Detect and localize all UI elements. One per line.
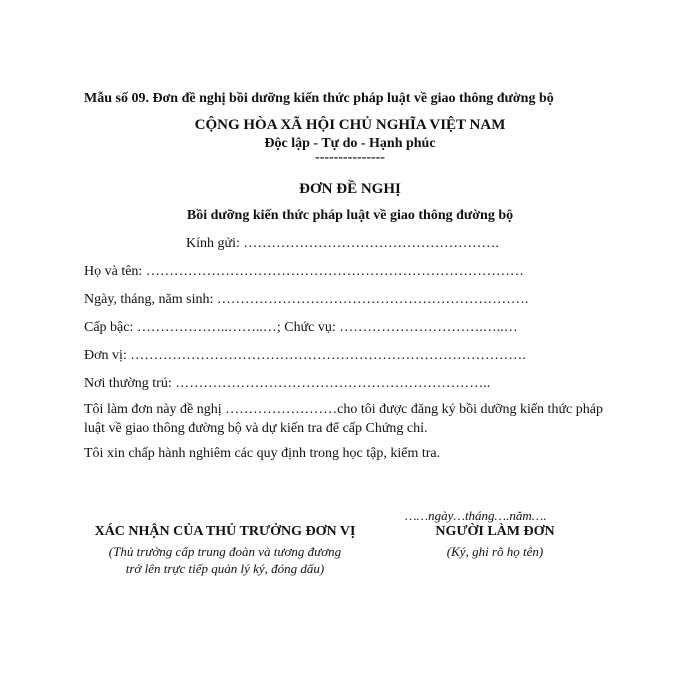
national-motto: Độc lập - Tự do - Hạnh phúc (264, 136, 436, 151)
full-name-field: Họ và tên: ……………………………………………………………………… (84, 264, 524, 279)
unit-head-note-line-2: trở lên trực tiếp quản lý ký, đóng dấu) (125, 561, 325, 576)
header-rule: --------------- (315, 150, 385, 165)
request-paragraph: Tôi làm đơn này đề nghị ……………………cho tôi được đăng ký bồi dưỡng kiến thức pháp luật về giao thông đường bộ và dự kiến tra để cấp Chứng chỉ. (84, 402, 603, 436)
commitment-paragraph: Tôi xin chấp hành nghiêm các quy định trong học tập, kiểm tra. (84, 446, 441, 461)
document-title: ĐƠN ĐỀ NGHỊ (299, 181, 401, 197)
national-title: CỘNG HÒA XÃ HỘI CHỦ NGHĨA VIỆT NAM (194, 117, 506, 133)
unit-head-signature-block (70, 524, 380, 577)
recipient-line: Kính gửi: ………………………………………………. (186, 236, 499, 251)
applicant-note: (Ký, ghi rõ họ tên) (446, 544, 544, 559)
rank-position-field: Cấp bậc: ………………..……..…; Chức vụ: ………………………….…..… (84, 320, 518, 335)
unit-field: Đơn vị: …………………………………………………………………………. (84, 348, 526, 363)
document-subtitle: Bồi dưỡng kiến thức pháp luật về giao thông đường bộ (186, 208, 514, 223)
date-line: ……ngày…tháng….năm…. (405, 508, 547, 523)
date-of-birth-field: Ngày, tháng, năm sinh: …………………………………………………………. (84, 292, 529, 307)
residence-field: Nơi thường trú: ………………………………………………………….. (84, 376, 491, 391)
applicant-title: NGƯỜI LÀM ĐƠN (435, 524, 555, 539)
unit-head-note-line-1: (Thủ trưởng cấp trung đoàn và tương đương (108, 544, 342, 559)
form-number: Mẫu số 09. Đơn đề nghị bồi dưỡng kiến thức pháp luật về giao thông đường bộ (84, 91, 554, 106)
unit-head-title: XÁC NHẬN CỦA THỦ TRƯỞNG ĐƠN VỊ (94, 524, 356, 539)
applicant-signature-block (395, 524, 595, 560)
